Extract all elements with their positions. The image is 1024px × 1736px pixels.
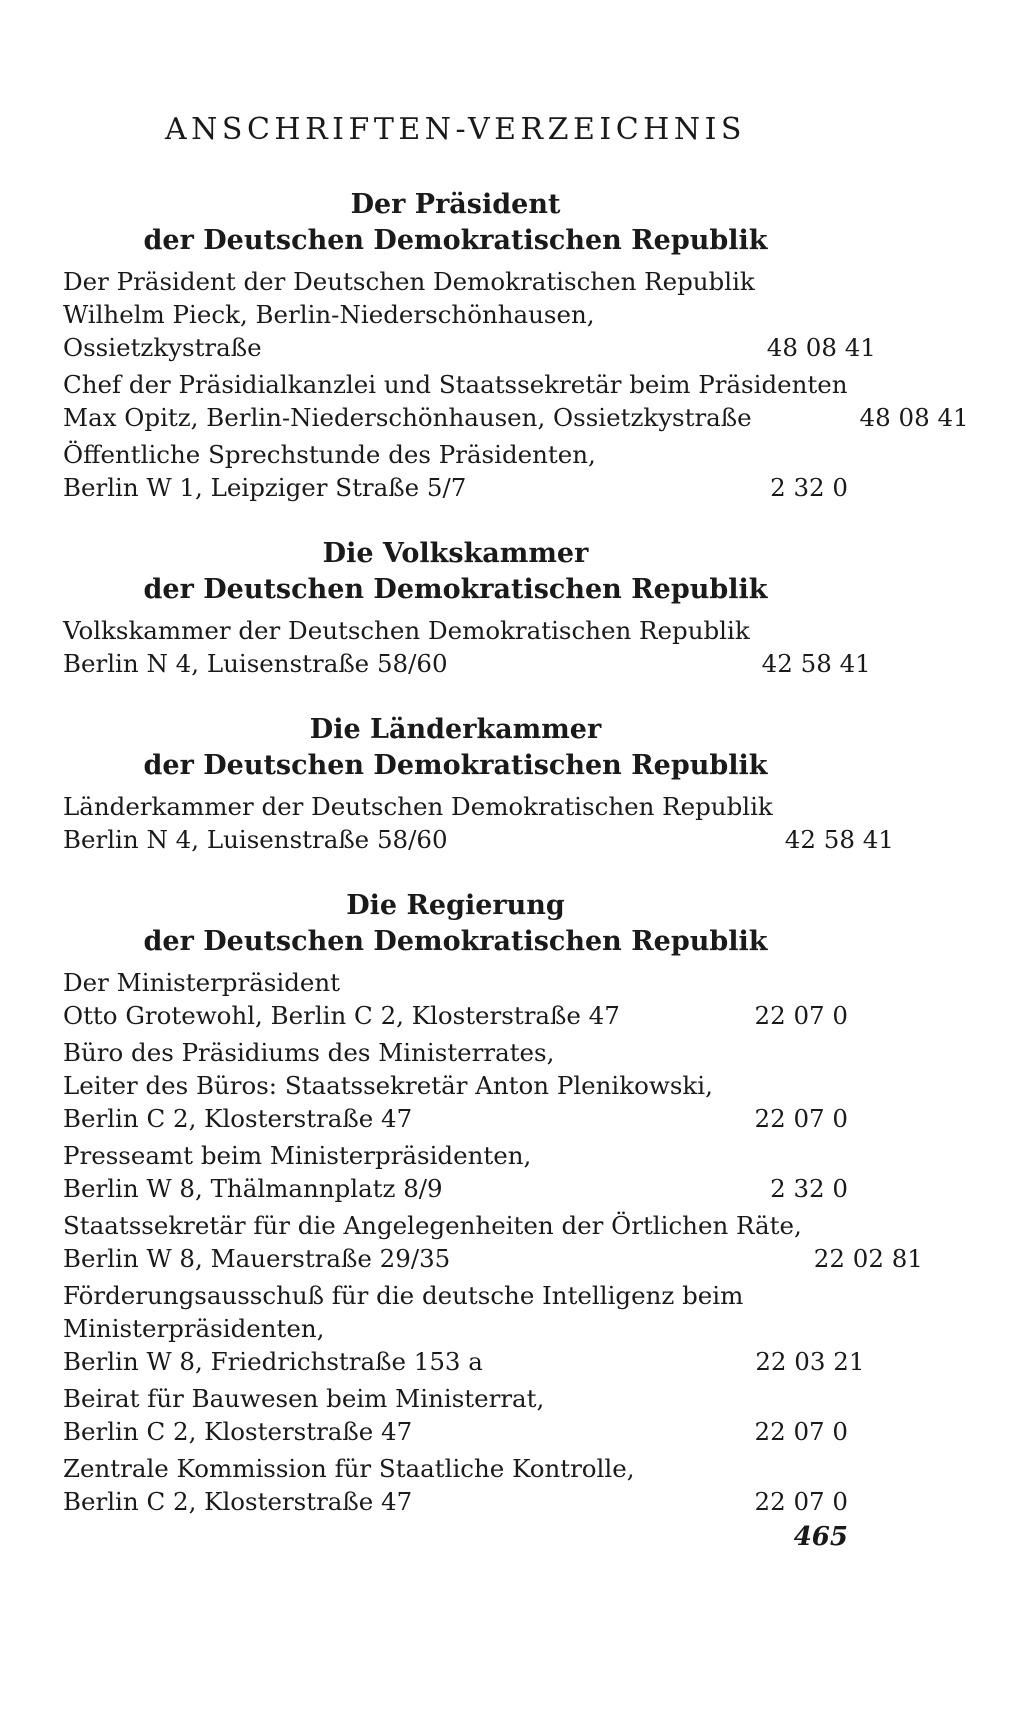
entry-line: Berlin W 8, Friedrichstraße 153 a: [63, 1347, 483, 1376]
directory-entry: [63, 1279, 865, 1378]
entry-phone-number: 22 02 81: [813, 1244, 923, 1273]
entry-address: [63, 265, 755, 364]
entry-line: Büro des Präsidiums des Ministerrates,: [63, 1038, 555, 1067]
entry-phone-number: 22 07 0: [754, 1417, 848, 1446]
section-heading-line: Die Länderkammer: [309, 714, 602, 745]
entry-line: Berlin N 4, Luisenstraße 58/60: [63, 649, 448, 678]
entry-phone-number: 48 08 41: [859, 403, 969, 432]
entry-line: Leiter des Büros: Staatssekretär Anton Plenikowski,: [63, 1071, 713, 1100]
section-heading: [63, 187, 848, 259]
directory-entry: [63, 1139, 848, 1205]
directory-entry: [63, 1036, 848, 1135]
section-heading-line: Der Präsident: [350, 189, 561, 220]
entry-line: Presseamt beim Ministerpräsidenten,: [63, 1141, 532, 1170]
entry-line: Zentrale Kommission für Staatliche Kontrolle,: [63, 1454, 635, 1483]
section-heading: [63, 536, 848, 608]
entry-line: Volkskammer der Deutschen Demokratischen Republik: [63, 616, 750, 645]
entry-address: [63, 1452, 742, 1518]
entry-line: Berlin W 1, Leipziger Straße 5/7: [63, 473, 467, 502]
section: [63, 536, 871, 680]
entry-line: Chef der Präsidialkanzlei und Staatssekretär beim Präsidenten: [63, 370, 848, 399]
directory-page: [63, 112, 969, 1550]
entry-line: Berlin N 4, Luisenstraße 58/60: [63, 825, 448, 854]
entry-line: Wilhelm Pieck, Berlin-Niederschönhausen,: [63, 300, 595, 329]
directory-entry: [63, 1452, 848, 1518]
entry-line: Der Präsident der Deutschen Demokratischen Republik: [63, 267, 755, 296]
directory-entry: [63, 614, 871, 680]
section-heading-line: der Deutschen Demokratischen Republik: [143, 750, 768, 781]
entry-address: [63, 614, 750, 680]
directory-entry: [63, 1209, 923, 1275]
entry-line: Länderkammer der Deutschen Demokratischen Republik: [63, 792, 773, 821]
entry-line: Der Ministerpräsident: [63, 968, 341, 997]
page-title: ANSCHRIFTEN-VERZEICHNIS: [165, 112, 746, 147]
entry-line: Max Opitz, Berlin-Niederschönhausen, Ossietzkystraße: [63, 403, 752, 432]
section: [63, 888, 923, 1518]
directory-entry: [63, 368, 969, 434]
section-heading: [63, 712, 848, 784]
entry-address: [63, 1209, 802, 1275]
section-heading-line: Die Regierung: [346, 890, 565, 921]
entry-phone-number: 2 32 0: [770, 1174, 848, 1203]
section-heading: [63, 888, 848, 960]
entry-phone-number: 42 58 41: [761, 649, 871, 678]
section: [63, 187, 969, 504]
directory-entry: [63, 438, 848, 504]
entry-phone-number: 22 07 0: [754, 1487, 848, 1516]
entry-line: Förderungsausschuß für die deutsche Intelligenz beim: [63, 1281, 744, 1310]
entry-line: Ossietzkystraße: [63, 333, 262, 362]
page-number: 465: [793, 1522, 848, 1552]
entry-phone-number: 2 32 0: [770, 473, 848, 502]
entry-line: Berlin W 8, Thälmannplatz 8/9: [63, 1174, 443, 1203]
entry-line: Otto Grotewohl, Berlin C 2, Klosterstraße 47: [63, 1001, 620, 1030]
entry-line: Berlin C 2, Klosterstraße 47: [63, 1487, 413, 1516]
entry-address: [63, 1036, 742, 1135]
section-heading-line: der Deutschen Demokratischen Republik: [143, 225, 768, 256]
entry-line: Beirat für Bauwesen beim Ministerrat,: [63, 1384, 545, 1413]
entry-address: [63, 790, 773, 856]
directory-entry: [63, 966, 848, 1032]
sections-container: [63, 187, 969, 1518]
section: [63, 712, 894, 856]
section-heading-line: Die Volkskammer: [322, 538, 589, 569]
section-heading-line: der Deutschen Demokratischen Republik: [143, 574, 768, 605]
entry-line: Staatssekretär für die Angelegenheiten der Örtlichen Räte,: [63, 1211, 802, 1240]
entry-phone-number: 42 58 41: [784, 825, 894, 854]
directory-entry: [63, 790, 894, 856]
entry-address: [63, 438, 758, 504]
entry-address: [63, 1139, 758, 1205]
entry-phone-number: 22 07 0: [754, 1104, 848, 1133]
entry-address: [63, 1279, 743, 1378]
entry-line: Berlin C 2, Klosterstraße 47: [63, 1104, 413, 1133]
entry-address: [63, 966, 742, 1032]
entry-line: Berlin C 2, Klosterstraße 47: [63, 1417, 413, 1446]
entry-line: Öffentliche Sprechstunde des Präsidenten,: [63, 440, 596, 469]
entry-phone-number: 22 03 21: [755, 1347, 865, 1376]
entry-address: [63, 368, 848, 434]
entry-line: Berlin W 8, Mauerstraße 29/35: [63, 1244, 451, 1273]
directory-entry: [63, 265, 876, 364]
entry-address: [63, 1382, 742, 1448]
directory-entry: [63, 1382, 848, 1448]
section-heading-line: der Deutschen Demokratischen Republik: [143, 926, 768, 957]
entry-phone-number: 22 07 0: [754, 1001, 848, 1030]
entry-line: Ministerpräsidenten,: [63, 1314, 325, 1343]
entry-phone-number: 48 08 41: [766, 333, 876, 362]
